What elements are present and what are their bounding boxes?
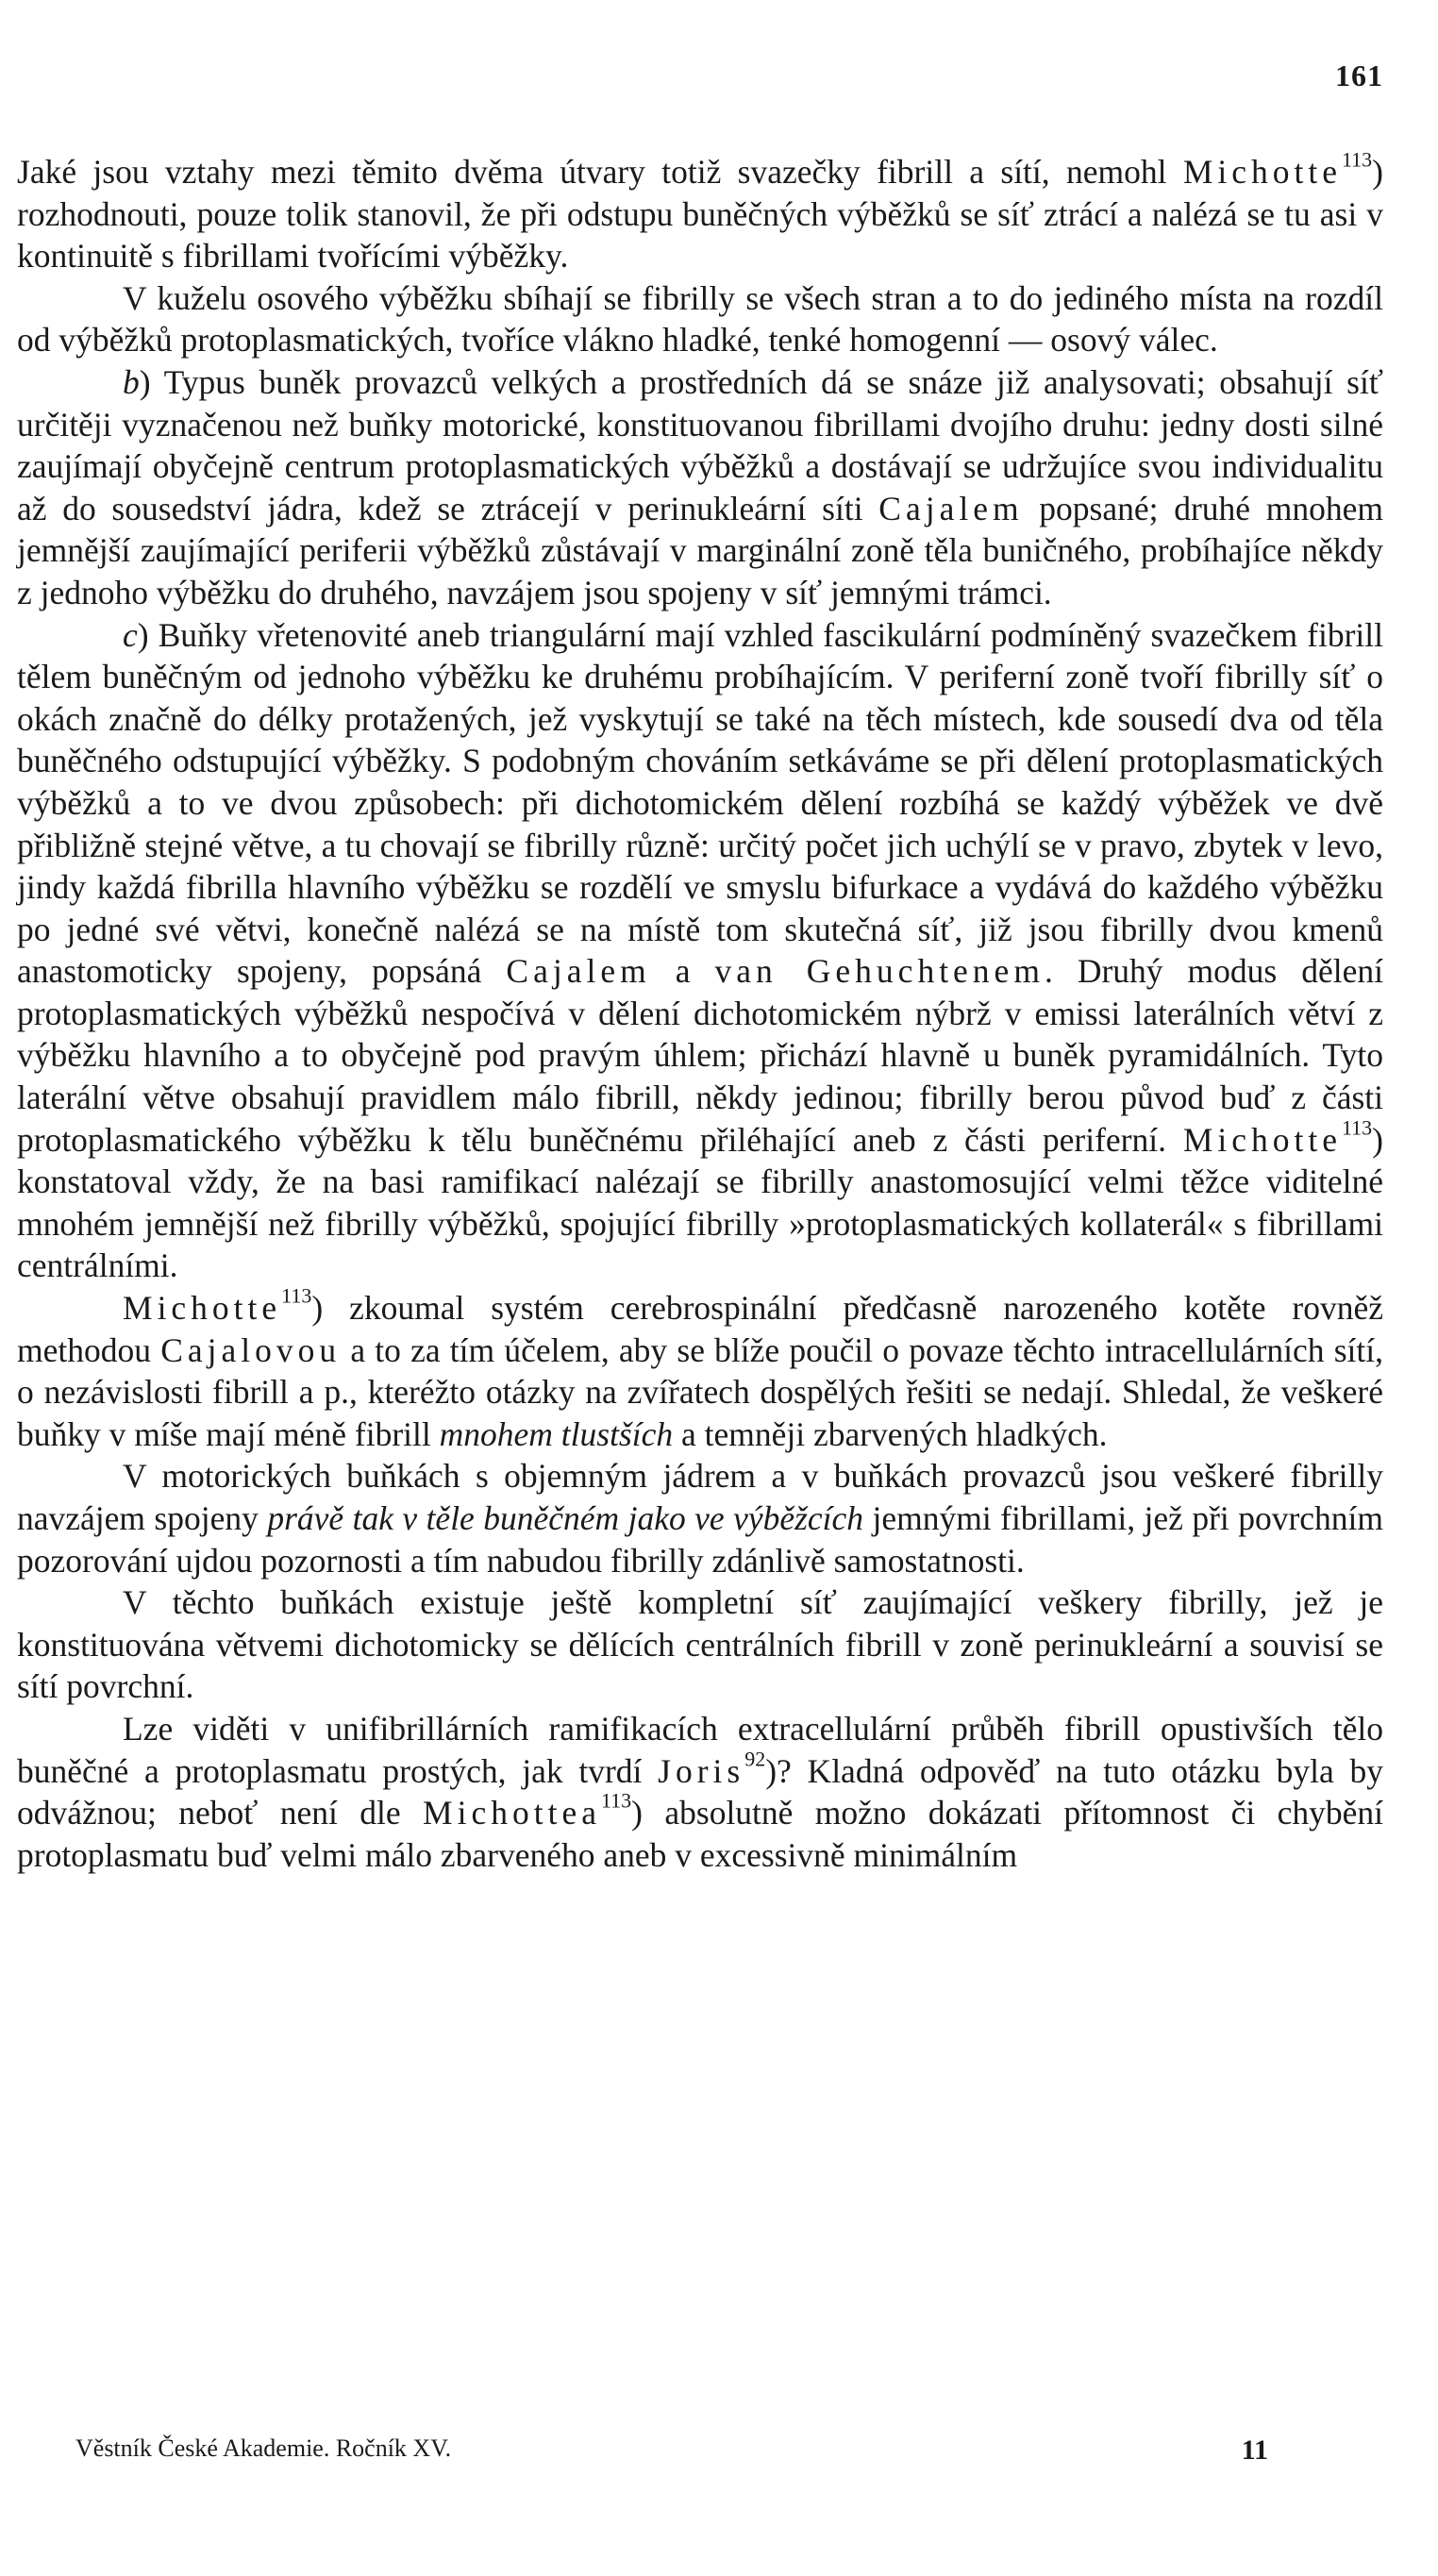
text-run: ) Buňky vřetenovité aneb triangulární mají vzhled fascikulární podmíněný svazečkem fibrill tělem buněčným od jednoho výběžku ke druhému probíhajícím. V periferní zoně tvoří fibrilly síť o okách značně do délky protažených, jež vyskytují se také na těch místech, kde sousedí dva od těla buněčného odstupující výběžky. S podobným chováním setkáváme se při dělení protoplasmatických výběžků a to ve dvou způsobech: při dichotomickém dělení rozbíhá se každý výběžek ve dvě přibližně stejné větve, a tu chovají se fibrilly různě: určitý počet jich uchýlí se v pravo, zbytek v levo, jindy každá fibrilla hlavního výběžku se rozdělí ve smyslu bifurkace a vydává do každého výběžku po jedné své větvi, konečně nalézá se na místě tom skutečná síť, již jsou fibrilly dvou kmenů anastomoticky spojeny, popsáná bbox=[17, 615, 1383, 991]
text-run: V kuželu osového výběžku sbíhají se fibrilly se všech stran a to do jediného místa na rozdíl od výběžků protoplasmatických, tvoříce vlákno hladké, tenké homogenní — osový válec. bbox=[17, 278, 1383, 360]
italic-text: c bbox=[123, 615, 138, 654]
paragraph bbox=[17, 614, 1383, 1288]
text-run: popsané; druhé mnohem jemnější zaujímající periferii výběžků zůstávají v marginální zoně těla buničného, probíhajíce někdy z jednoho výběžku do druhého, navzájem jsou spojeny v síť jemnými trámci. bbox=[17, 489, 1383, 611]
author-name: Cajalem bbox=[506, 952, 651, 991]
author-name: Cajalem bbox=[878, 489, 1024, 527]
text-run: V motorických buňkách s objemným jádrem a v buňkách provazců jsou veškeré fibrilly navzájem spojeny bbox=[17, 1457, 1383, 1537]
author-name: van Gehuchtenem bbox=[714, 952, 1045, 991]
text-run: Lze viděti v unifibrillárních ramifikacích extracellulární průběh fibrill opustivších tělo buněčné a protoplasmatu prostých, jak tvrdí bbox=[17, 1709, 1383, 1790]
reference-number: 113 bbox=[281, 1283, 312, 1308]
text-run: a bbox=[650, 952, 715, 991]
text-run: . Druhý modus dělení protoplasmatických výběžků nespočívá v dělení dichotomickém nýbrž v emissi laterálních větví z výběžku hlavního a to obyčejně pod pravým úhlem; přichází hlavně u buněk pyramidálních. Tyto laterální větve obsahují pravidlem málo fibrill, někdy jedinou; fibrilly berou původ buď z části protoplasmatického výběžku k tělu buněčnému přiléhající aneb z části periferní. bbox=[17, 952, 1383, 1159]
journal-line: Věstník České Akademie. Ročník XV. bbox=[75, 2434, 452, 2462]
text-run: ) absolutně možno dokázati přítomnost či chybění protoplasmatu buď velmi málo zbarveného aneb v excessivně minimálním bbox=[17, 1794, 1383, 1874]
text-run: V těchto buňkách existuje ještě kompletní síť zaujímající veškery fibrilly, jež je konstituována větvemi dichotomicky se dělících centrálních fibrill v zoně perinukleární a souvisí se sítí povrchní. bbox=[17, 1583, 1383, 1706]
reference-number: 113 bbox=[1341, 1115, 1373, 1140]
author-name: Michotte bbox=[1182, 1120, 1342, 1159]
text-run: a to za tím účelem, aby se blíže poučil o povaze těchto intracellulárních sítí, o nezávislosti fibrill a p., kteréžto otázky na zvířatech dospělých řešiti se nedají. Shledal, že veškeré buňky v míše mají méně fibrill bbox=[17, 1330, 1383, 1453]
text-run: jemnými fibrillami, jež při povrchním pozorování ujdou pozornosti a tím nabudou fibrilly zdánlivě samostatnosti. bbox=[17, 1499, 1383, 1580]
sheet-signature: 11 bbox=[1241, 2434, 1268, 2466]
italic-text: právě tak v těle buněčném jako ve výběžcích bbox=[267, 1499, 864, 1537]
text-run: )? Kladná odpověď na tuto otázku byla by odvážnou; neboť není dle bbox=[17, 1751, 1383, 1832]
italic-text: mnohem tlustších bbox=[439, 1414, 674, 1453]
author-name: Michotte bbox=[1182, 153, 1342, 191]
author-name: Joris bbox=[658, 1751, 745, 1790]
page-number: 161 bbox=[1335, 59, 1383, 92]
paragraph bbox=[17, 1283, 1383, 1455]
paragraph bbox=[17, 277, 1383, 361]
paragraph bbox=[17, 147, 1383, 277]
paragraph bbox=[17, 1455, 1383, 1581]
text-run: Jaké jsou vztahy mezi těmito dvěma útvary totiž svazečky fibrill a sítí, nemohl bbox=[17, 153, 1183, 191]
reference-number: 92 bbox=[744, 1746, 766, 1770]
text-run: a temněji zbarvených hladkých. bbox=[673, 1414, 1108, 1453]
text-run: ) zkoumal systém cerebrospinální předčasně narozeného kotěte rovněž methodou bbox=[17, 1289, 1383, 1369]
paragraph bbox=[17, 361, 1383, 614]
paragraph bbox=[17, 1581, 1383, 1708]
author-name: Michotte bbox=[123, 1289, 282, 1328]
italic-text: b bbox=[123, 362, 140, 401]
paragraph bbox=[17, 1708, 1383, 1876]
text-run: ) konstatoval vždy, že na basi ramifikací nalézají se fibrilly anastomosující velmi těžce viditelné mnohém jemnější než fibrilly výběžků, spojující fibrilly »protoplasmatických kollaterál« s fibrillami centrálními. bbox=[17, 1120, 1383, 1285]
author-name: Michottea bbox=[423, 1794, 601, 1832]
footer bbox=[75, 2434, 1268, 2467]
body-text bbox=[17, 147, 1383, 1876]
author-name: Cajalovou bbox=[160, 1330, 342, 1369]
reference-number: 113 bbox=[1341, 147, 1373, 172]
reference-number: 113 bbox=[600, 1788, 632, 1813]
text-run: ) rozhodnouti, pouze tolik stanovil, že při odstupu buněčných výběžků se síť ztrácí a nalézá se tu asi v kontinuitě s fibrillami tvořícími výběžky. bbox=[17, 153, 1383, 276]
text-run: ) Typus buněk provazců velkých a prostředních dá se snáze již analysovati; obsahují síť určitěji vyznačenou než buňky motorické, konstituovanou fibrillami dvojího druhu: jedny dosti silné zaujímají obyčejně centrum protoplasmatických výběžků a dostávají se udržujíce svou individualitu až do sousedství jádra, kdež se ztrácejí v perinukleární síti bbox=[17, 362, 1383, 527]
